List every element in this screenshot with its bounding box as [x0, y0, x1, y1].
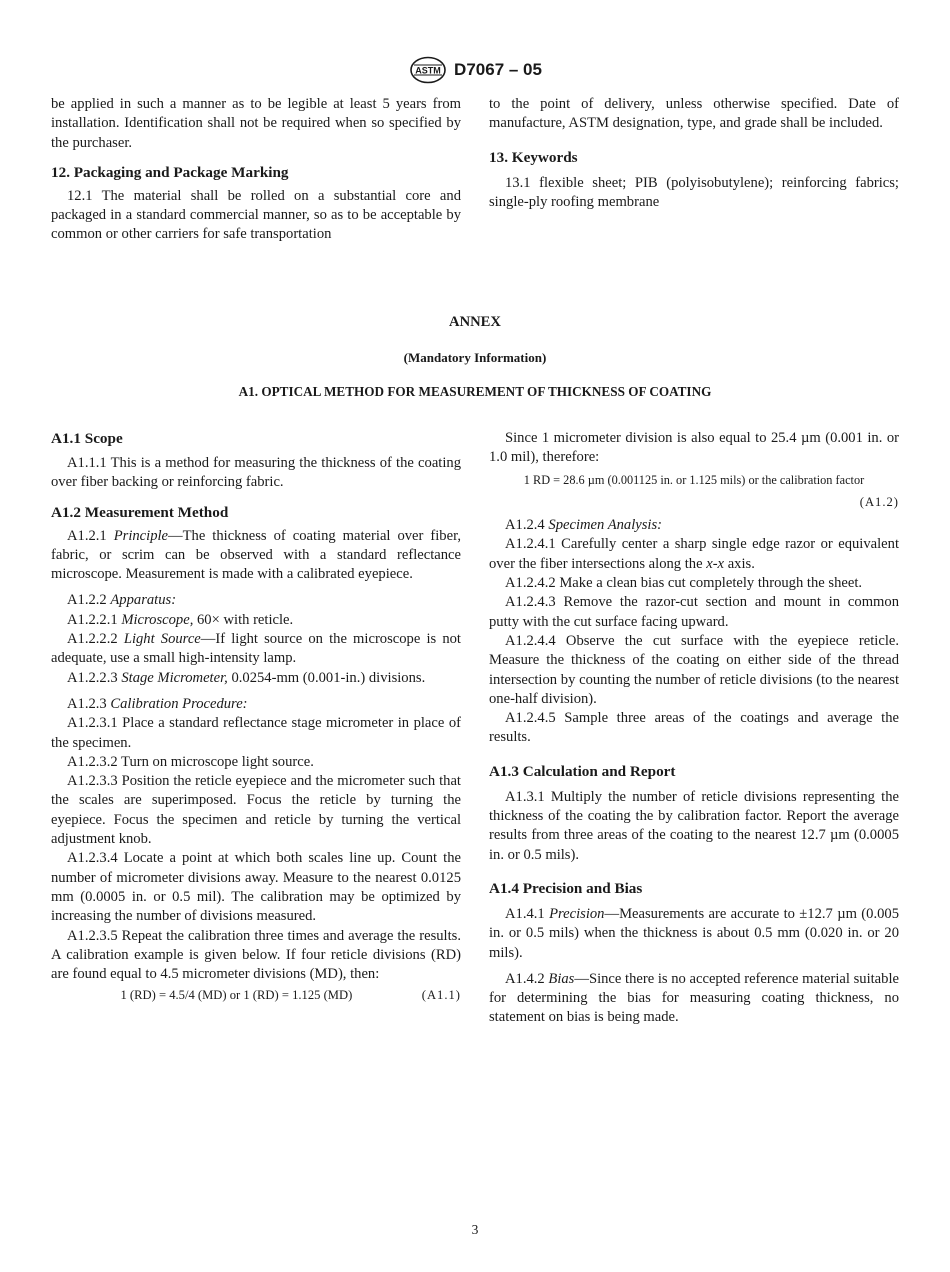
since-paragraph: Since 1 micrometer division is also equal to 25.4 µm (0.001 in. or 1.0 mil), therefore:	[489, 430, 899, 466]
a1-2-3-3-paragraph: A1.2.3.3 Position the reticle eyepiece and the micrometer such that the scales are superimposed. Focus the reticle by turning the eyepiece. Focus the specimen and reticle by turning the vertical adjustment knob.	[51, 773, 461, 848]
page-number: 3	[471, 1222, 479, 1237]
a1-2-4-5-paragraph: A1.2.4.5 Sample three areas of the coatings and average the results.	[489, 710, 899, 746]
a1-2-3-1-paragraph: A1.2.3.1 Place a standard reflectance stage micrometer in place of the specimen.	[51, 715, 461, 751]
top-right-column	[489, 95, 899, 212]
annex-a1-title: A1. OPTICAL METHOD FOR MEASUREMENT OF THICKNESS OF COATING	[238, 384, 712, 399]
equation-a1-1-text: 1 (RD) = 4.5/4 (MD) or 1 (RD) = 1.125 (MD)	[120, 988, 353, 1003]
a1-2-4-1-paragraph: A1.2.4.1 Carefully center a sharp single edge razor or equivalent over the fiber intersections along the x-x axis.	[489, 536, 899, 572]
a1-2-2-2-paragraph: A1.2.2.2 Light Source—If light source on the microscope is not adequate, use a small high-intensity lamp.	[51, 631, 461, 667]
a1-3-heading: A1.3 Calculation and Report	[489, 762, 676, 780]
paragraph-13-1: 13.1 flexible sheet; PIB (polyisobutylene); reinforcing fabrics; single-ply roofing membrane	[489, 174, 899, 210]
annex-right-column	[489, 429, 899, 1028]
a1-4-heading: A1.4 Precision and Bias	[489, 879, 643, 897]
equation-a1-1-number: (A1.1)	[421, 988, 461, 1003]
equation-a1-2-number: (A1.2)	[859, 494, 899, 509]
a1-2-4-paragraph: A1.2.4 Specimen Analysis:	[505, 517, 663, 534]
top-left-column	[51, 95, 461, 245]
a1-2-3-5-paragraph: A1.2.3.5 Repeat the calibration three times and average the results. A calibration example is given below. If four reticle divisions (RD) are found equal to 4.5 micrometer divisions (MD), then:	[51, 927, 461, 983]
logo-text: ASTM	[415, 65, 441, 76]
a1-2-2-paragraph: A1.2.2 Apparatus:	[67, 592, 177, 609]
page-header	[0, 56, 950, 84]
standard-designation: D7067 – 05	[454, 60, 542, 79]
equation-a1-1	[51, 986, 461, 1005]
annex-subtitle: (Mandatory Information)	[403, 350, 547, 365]
astm-logo-icon	[408, 56, 448, 84]
equation-a1-2-text: 1 RD = 28.6 µm (0.001125 in. or 1.125 mils) or the calibration factor	[523, 472, 865, 487]
section-13-heading: 13. Keywords	[489, 148, 578, 166]
a1-2-4-2-paragraph: A1.2.4.2 Make a clean bias cut completely through the sheet.	[505, 575, 863, 592]
a1-2-2-3-paragraph: A1.2.2.3 Stage Micrometer, 0.0254-mm (0.001-in.) divisions.	[67, 669, 426, 686]
a1-3-1-paragraph: A1.3.1 Multiply the number of reticle divisions representing the thickness of the coating the by calibration factor. Report the average results from three areas of the coating to the nearest 12.7 µm (0.0005 in. or 0.5 mils).	[489, 788, 899, 863]
a1-2-4-3-paragraph: A1.2.4.3 Remove the razor-cut section and mount in common putty with the cut surface facing upward.	[489, 594, 899, 630]
a1-2-heading: A1.2 Measurement Method	[51, 503, 229, 521]
a1-4-2-paragraph: A1.4.2 Bias—Since there is no accepted reference material suitable for determining the bias for measuring coating thickness, no statement on bias is being made.	[489, 970, 899, 1026]
a1-4-1-paragraph: A1.4.1 Precision—Measurements are accurate to ±12.7 µm (0.005 in. or 0.5 mils) when the thickness is about 0.5 mm (0.020 in. or 20 mils).	[489, 905, 899, 961]
a1-2-3-4-paragraph: A1.2.3.4 Locate a point at which both scales line up. Count the number of micrometer divisions away. Measure to the nearest 0.0125 mm (0.0005 in. or 0.5 mil). The calibration may be optimized by increasing the number of divisions measured.	[51, 850, 461, 925]
a1-2-2-1-paragraph: A1.2.2.1 Microscope, 60× with reticle.	[67, 611, 294, 628]
a1-2-1-paragraph: A1.2.1 Principle—The thickness of coating material over fiber, fabric, or scrim can be observed with a standard reflectance microscope. Measurement is made with a calibrated eyepiece.	[51, 527, 461, 583]
a1-2-3-2-paragraph: A1.2.3.2 Turn on microscope light source.	[67, 753, 314, 770]
annex-left-column	[51, 429, 461, 1010]
continued-paragraph-right: to the point of delivery, unless otherwise specified. Date of manufacture, ASTM designation, type, and grade shall be included.	[489, 96, 899, 132]
continued-paragraph: be applied in such a manner as to be legible at least 5 years from installation. Identification shall not be required when so specified by the purchaser.	[51, 96, 461, 151]
a1-1-1-paragraph: A1.1.1 This is a method for measuring the thickness of the coating over fiber backing or reinforcing fabric.	[51, 455, 461, 491]
paragraph-12-1: 12.1 The material shall be rolled on a substantial core and packaged in a standard commercial manner, so as to be acceptable by common or other carriers for safe transportation	[51, 187, 461, 243]
section-12-heading: 12. Packaging and Package Marking	[51, 163, 289, 181]
annex-title: ANNEX	[449, 314, 501, 330]
a1-2-3-paragraph: A1.2.3 Calibration Procedure:	[67, 695, 248, 712]
a1-1-heading: A1.1 Scope	[51, 430, 123, 447]
a1-2-4-4-paragraph: A1.2.4.4 Observe the cut surface with the eyepiece reticle. Measure the thickness of the coating on either side of the thread intersection by counting the number of reticle divisions (to the nearest one-half division).	[489, 632, 899, 707]
